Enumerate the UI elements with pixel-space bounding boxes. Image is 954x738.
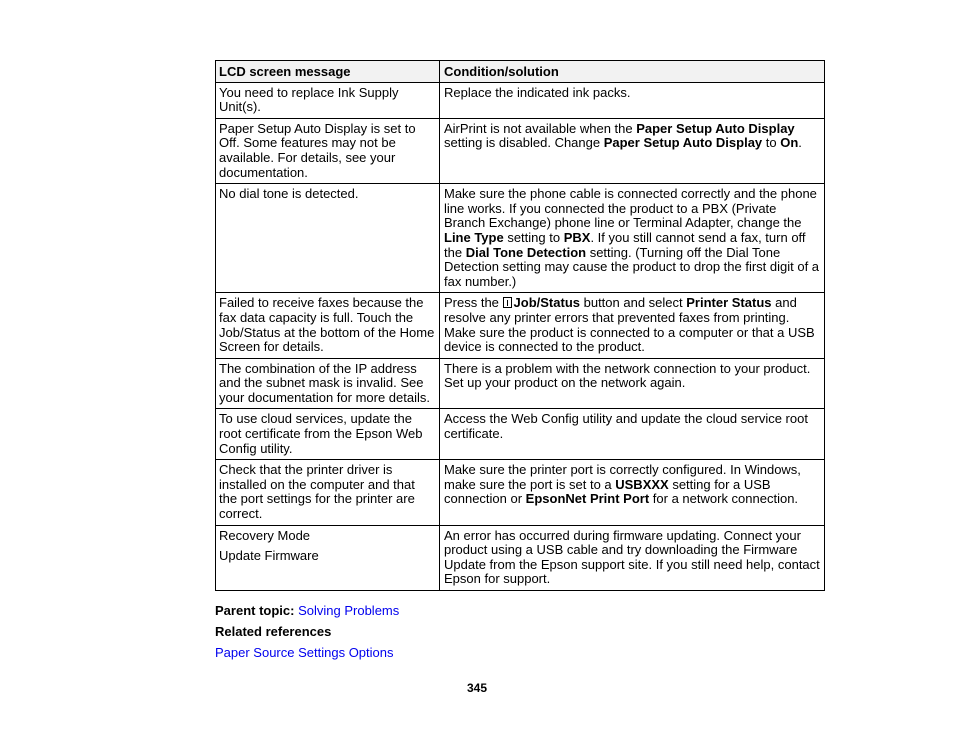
solution-text: setting. (Turning off the Dial Tone Detection setting may cause the product to drop the first digit of a fax number.) xyxy=(444,244,820,289)
related-references-label: Related references xyxy=(215,624,332,639)
table-row xyxy=(216,82,825,118)
table-row xyxy=(216,118,825,183)
lcd-message-text: Recovery Mode xyxy=(219,527,311,543)
setting-name-text: Printer Status xyxy=(686,295,772,311)
solution-text: Access the Web Config utility and update the cloud service root certificate. xyxy=(444,411,808,442)
table-row xyxy=(216,460,825,525)
setting-name-text: Job/Status xyxy=(513,295,580,311)
column-header-message: LCD screen message xyxy=(216,61,440,83)
solution-text: button and select xyxy=(580,295,687,311)
parent-topic-link[interactable]: Solving Problems xyxy=(298,603,400,618)
solution-cell xyxy=(440,525,825,590)
lcd-message-text: Update Firmware xyxy=(219,548,319,564)
table-row xyxy=(216,293,825,358)
page-number: 345 xyxy=(466,681,488,695)
lcd-message-text: Failed to receive faxes because the fax data capacity is full. Touch the Job/Status at the bottom of the Home Screen for details. xyxy=(219,295,435,355)
lcd-message-cell xyxy=(216,409,440,460)
related-reference-item xyxy=(215,645,399,660)
lcd-message-text: Paper Setup Auto Display is set to Off. Some features may not be available. For details, see your documentation. xyxy=(219,120,416,180)
parent-topic-label: Parent topic: xyxy=(215,603,295,618)
footer-links xyxy=(215,603,399,666)
table-header-row xyxy=(216,61,825,83)
solution-cell xyxy=(440,82,825,118)
lcd-message-text: Check that the printer driver is installed on the computer and that the port settings for the printer are correct. xyxy=(219,462,415,522)
lcd-messages-table xyxy=(215,60,825,591)
lcd-message-text: To use cloud services, update the root certificate from the Epson Web Config utility. xyxy=(219,411,423,456)
setting-name-text: On xyxy=(780,135,799,151)
table-body xyxy=(216,82,825,590)
setting-name-text: USBXXX xyxy=(615,476,669,492)
table-row xyxy=(216,184,825,293)
solution-text: for a network connection. xyxy=(649,491,799,507)
solution-text: Replace the indicated ink packs. xyxy=(444,84,631,100)
solution-text: There is a problem with the network connection to your product. Set up your product on the network again. xyxy=(444,360,811,391)
job-status-icon xyxy=(503,297,512,308)
solution-cell xyxy=(440,409,825,460)
setting-name-text: PBX xyxy=(563,229,591,245)
solution-cell xyxy=(440,460,825,525)
setting-name-text: Paper Setup Auto Display xyxy=(603,135,763,151)
setting-name-text: Line Type xyxy=(444,229,504,245)
solution-text: setting to xyxy=(503,229,564,245)
solution-text: Press the xyxy=(444,295,503,311)
column-header-solution: Condition/solution xyxy=(440,61,825,83)
lcd-message-cell xyxy=(216,525,440,590)
solution-cell xyxy=(440,293,825,358)
solution-text: . If you still cannot send a fax, turn off the xyxy=(444,229,806,260)
solution-text: An error has occurred during firmware updating. Connect your product using a USB cable and try downloading the Firmware Update from the Epson support site. If you still need help, contact Epson for support. xyxy=(444,527,820,587)
lcd-message-text: You need to replace Ink Supply Unit(s). xyxy=(219,84,399,115)
solution-text: setting is disabled. Change xyxy=(444,135,604,151)
parent-topic xyxy=(215,603,399,618)
solution-cell xyxy=(440,358,825,409)
table-row xyxy=(216,525,825,590)
solution-text: setting for a USB connection or xyxy=(444,476,771,507)
setting-name-text: Paper Setup Auto Display xyxy=(636,120,795,136)
solution-cell xyxy=(440,184,825,293)
solution-text: to xyxy=(762,135,781,151)
solution-text: . xyxy=(798,135,802,151)
lcd-message-text: No dial tone is detected. xyxy=(219,186,359,202)
lcd-message-cell xyxy=(216,82,440,118)
table-row xyxy=(216,358,825,409)
table-row xyxy=(216,409,825,460)
solution-cell xyxy=(440,118,825,183)
lcd-message-cell xyxy=(216,118,440,183)
setting-name-text: EpsonNet Print Port xyxy=(525,491,650,507)
solution-text: Make sure the printer port is correctly configured. In Windows, make sure the port is set to a xyxy=(444,462,801,492)
lcd-message-cell xyxy=(216,460,440,525)
lcd-message-cell xyxy=(216,358,440,409)
lcd-message-cell xyxy=(216,184,440,293)
solution-text: and resolve any printer errors that prevented faxes from printing. Make sure the product is connected to a computer or that a USB device is connected to the product. xyxy=(444,295,815,355)
lcd-message-text: The combination of the IP address and the subnet mask is invalid. See your documentation for more details. xyxy=(219,360,430,405)
related-reference-link[interactable]: Paper Source Settings Options xyxy=(215,645,394,660)
related-references xyxy=(215,624,399,639)
lcd-message-cell xyxy=(216,293,440,358)
solution-text: AirPrint is not available when the xyxy=(444,120,637,136)
solution-text: Make sure the phone cable is connected correctly and the phone line works. If you connected the product to a PBX (Private Branch Exchange) phone line or Terminal Adapter, change the xyxy=(444,186,817,231)
setting-name-text: Dial Tone Detection xyxy=(465,244,587,260)
